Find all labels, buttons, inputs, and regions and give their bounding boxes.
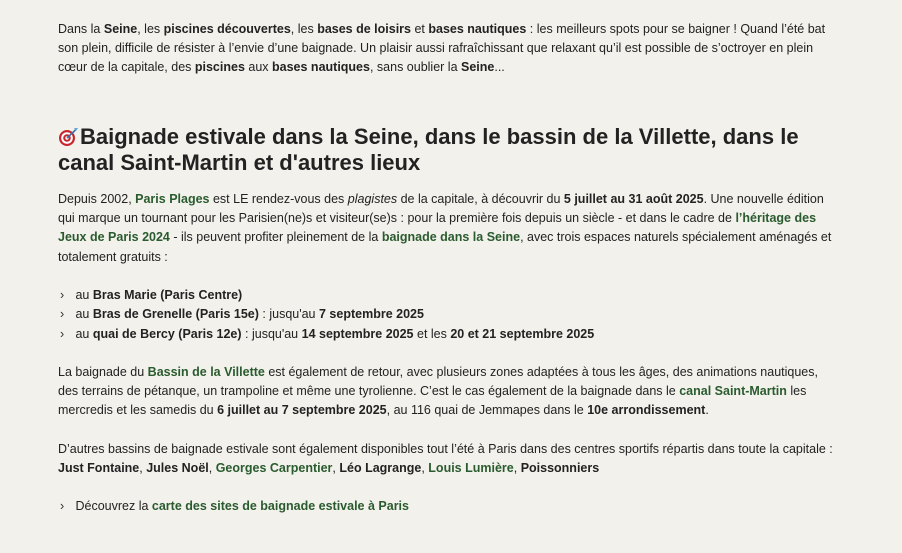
separator: , xyxy=(421,461,429,476)
chevron-right-icon: › xyxy=(60,288,65,302)
italic-plagistes: plagistes xyxy=(347,192,398,206)
list-item-text: au xyxy=(72,288,93,302)
intro-bold-seine-2: Seine xyxy=(461,60,495,75)
paragraph-text: , avec trois espaces naturels spécialement aménagés et totalement gratuits : xyxy=(58,230,832,264)
list-item-text: : jusqu'au xyxy=(258,307,319,322)
canal-saint-martin-link[interactable]: canal Saint-Martin xyxy=(679,384,787,399)
paragraph-text: Depuis 2002, xyxy=(58,192,136,206)
list-item-text: et les xyxy=(413,326,451,341)
separator: , xyxy=(332,461,340,476)
paragraph-text: les mercredis et les samedis du xyxy=(58,384,807,418)
baignade-seine-link[interactable]: baignade dans la Seine xyxy=(381,230,521,245)
paris-plages-paragraph xyxy=(58,190,840,267)
paragraph-text: Découvrez la xyxy=(72,499,152,513)
bold-dates: 6 juillet au 7 septembre 2025 xyxy=(217,403,387,418)
section-heading-text: Baignade estivale dans la Seine, dans le bassin de la Villette, dans le canal Saint-Martin et d'autres lieux xyxy=(58,124,799,175)
section-heading xyxy=(58,124,848,176)
pool-just-fontaine: Just Fontaine xyxy=(58,461,140,476)
list-item xyxy=(60,286,594,305)
list-item-place: Bras de Grenelle (Paris 15e) xyxy=(92,307,259,322)
villette-paragraph xyxy=(58,363,840,421)
map-callout xyxy=(60,497,842,516)
list-item xyxy=(60,325,594,344)
separator: , xyxy=(208,461,216,476)
list-item-date: 7 septembre 2025 xyxy=(319,307,424,322)
separator: , xyxy=(139,461,147,476)
chevron-right-icon: › xyxy=(60,307,65,322)
map-link[interactable]: carte des sites de baignade estivale à Paris xyxy=(151,499,409,513)
paragraph-text: D’autres bassins de baignade estivale sont également disponibles tout l’été à Paris dans des centres sportifs répartis dans toute la capitale : xyxy=(58,442,833,456)
list-item-text: : jusqu'au xyxy=(241,326,302,341)
separator: , xyxy=(513,461,521,476)
heritage-jeux-link[interactable]: l’héritage des Jeux de Paris 2024 xyxy=(58,211,817,245)
chevron-right-icon: › xyxy=(60,499,65,513)
paragraph-text: , au 116 quai de Jemmapes dans le xyxy=(386,403,588,418)
list-item-text: au xyxy=(72,307,93,322)
pool-jules-noel: Jules Noël xyxy=(146,461,209,476)
pool-leo-lagrange: Léo Lagrange xyxy=(339,461,422,476)
intro-text: : les meilleurs spots pour se baigner ! Quand l’été bat son plein, difficile de résister à l’envie d’une baignade. Un plaisir aussi rafraîchissant que relaxant qu’il est possible de s’octroyer en plein cœur de la capitale, des xyxy=(58,22,826,75)
intro-bold-piscines: piscines xyxy=(194,60,245,75)
louis-lumiere-link[interactable]: Louis Lumière xyxy=(428,461,514,476)
pool-poissonniers: Poissonniers xyxy=(520,461,600,476)
intro-text: et xyxy=(411,22,429,36)
bold-arrondissement: 10e arrondissement xyxy=(587,403,706,418)
other-pools-paragraph xyxy=(58,440,840,478)
paragraph-text: - ils peuvent profiter pleinement de la xyxy=(169,230,382,245)
paragraph-text: La baignade du xyxy=(58,365,148,379)
target-icon xyxy=(58,127,80,147)
list-item-date: 14 septembre 2025 xyxy=(301,326,414,341)
list-item-date: 20 et 21 septembre 2025 xyxy=(450,326,595,341)
paragraph-text: de la capitale, à découvrir du xyxy=(397,192,564,206)
georges-carpentier-link[interactable]: Georges Carpentier xyxy=(215,461,333,476)
intro-text: Dans la xyxy=(58,22,104,36)
paragraph-text: est LE rendez-vous des xyxy=(209,192,348,206)
list-item xyxy=(60,305,594,324)
paragraph-text: . Une nouvelle édition qui marque un tournant pour les Parisien(ne)s et visiteur(se)s : pour la première fois depuis un siècle - et dans le cadre de xyxy=(58,192,824,226)
intro-text: , sans oublier la xyxy=(369,60,461,75)
paris-plages-link[interactable]: Paris Plages xyxy=(135,192,210,206)
list-item-text: au xyxy=(72,326,93,341)
intro-text: , les xyxy=(290,22,318,36)
intro-bold-seine: Seine xyxy=(103,22,138,36)
intro-text: ... xyxy=(494,60,505,75)
bassin-villette-link[interactable]: Bassin de la Villette xyxy=(147,365,265,379)
intro-paragraph xyxy=(58,20,840,78)
intro-text: aux xyxy=(244,60,273,75)
intro-text: , les xyxy=(137,22,164,36)
intro-bold-piscines-decouvertes: piscines découvertes xyxy=(163,22,291,36)
intro-bold-bases-nautiques-2: bases nautiques xyxy=(272,60,370,75)
intro-bold-bases-loisirs: bases de loisirs xyxy=(317,22,411,36)
paragraph-text: est également de retour, avec plusieurs zones adaptées à tous les âges, des animations nautiques, des terrains de pétanque, un trampoline et même une tyrolienne. C’est le cas également de la baignade dans le xyxy=(58,365,818,399)
bold-dates: 5 juillet au 31 août 2025 xyxy=(563,192,704,206)
list-item-place: quai de Bercy (Paris 12e) xyxy=(92,326,242,341)
bathing-sites-list xyxy=(60,286,594,344)
paragraph-text: . xyxy=(705,403,709,418)
chevron-right-icon: › xyxy=(60,326,65,341)
list-item-place: Bras Marie (Paris Centre) xyxy=(92,288,243,302)
intro-bold-bases-nautiques: bases nautiques xyxy=(428,22,527,36)
